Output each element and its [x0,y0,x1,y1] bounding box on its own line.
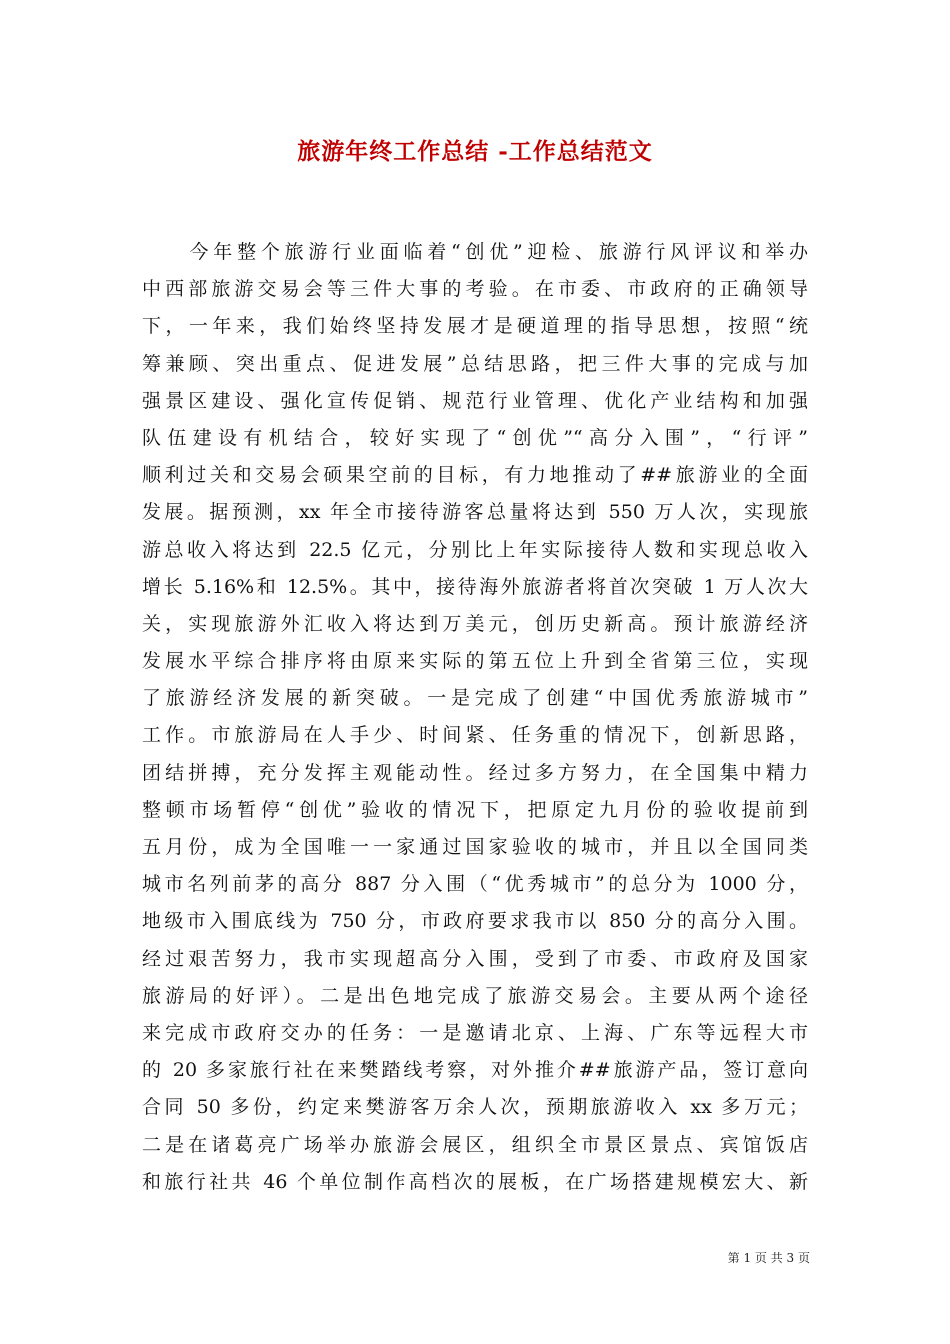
body-line: 来完成市政府交办的任务：一是邀请北京、上海、广东等远程大市 [142,1021,808,1044]
page-number: 第 1 页 共 3 页 [727,1251,810,1265]
body-line: 了旅游经济发展的新突破。一是完成了创建“中国优秀旅游城市” [142,687,808,710]
body-line: 二是在诸葛亮广场举办旅游会展区，组织全市景区景点、宾馆饭店 [142,1133,808,1156]
body-line: 发展水平综合排序将由原来实际的第五位上升到全省第三位，实现 [142,650,808,673]
body-line: 增长 5.16%和 12.5%。其中，接待海外旅游者将首次突破 1 万人次大 [142,575,808,598]
body-line: 顺利过关和交易会硕果空前的目标，有力地推动了##旅游业的全面 [142,464,808,487]
body-line: 发展。据预测，xx 年全市接待游客总量将达到 550 万人次，实现旅 [142,501,808,524]
body-line: 地级市入围底线为 750 分，市政府要求我市以 850 分的高分入围。 [142,910,808,933]
document-body [142,234,808,1201]
body-line: 游总收入将达到 22.5 亿元，分别比上年实际接待人数和实现总收入 [142,538,808,561]
body-line: 经过艰苦努力，我市实现超高分入围，受到了市委、市政府及国家 [142,947,808,970]
body-line: 五月份，成为全国唯一一家通过国家验收的城市，并且以全国同类 [142,836,808,858]
body-line: 旅游局的好评）。二是出色地完成了旅游交易会。主要从两个途径 [142,984,808,1007]
body-line: 下，一年来，我们始终坚持发展才是硬道理的指导思想，按照“统 [142,315,808,338]
body-line: 筹兼顾、突出重点、促进发展”总结思路，把三件大事的完成与加 [142,352,808,375]
body-line: 强景区建设、强化宣传促销、规范行业管理、优化产业结构和加强 [142,389,808,412]
body-line: 关，实现旅游外汇收入将达到万美元，创历史新高。预计旅游经济 [142,612,808,635]
body-line: 和旅行社共 46 个单位制作高档次的展板，在广场搭建规模宏大、新 [142,1170,808,1193]
body-line: 队伍建设有机结合，较好实现了“创优”“高分入围”，“行评” [142,426,808,449]
body-line: 工作。市旅游局在人手少、时间紧、任务重的情况下，创新思路， [142,724,808,747]
body-line: 今年整个旅游行业面临着“创优”迎检、旅游行风评议和举办 [142,241,808,263]
body-line: 城市名列前茅的高分 887 分入围（“优秀城市”的总分为 1000 分， [142,873,808,896]
body-line: 中西部旅游交易会等三件大事的考验。在市委、市政府的正确领导 [142,278,808,301]
document-title: 旅游年终工作总结 -工作总结范文 [297,138,653,165]
body-line: 团结拼搏，充分发挥主观能动性。经过多方努力，在全国集中精力 [142,761,808,784]
body-line: 的 20 多家旅行社在来樊踏线考察，对外推介##旅游产品，签订意向 [142,1059,808,1082]
body-line: 合同 50 多份，约定来樊游客万余人次，预期旅游收入 xx 多万元； [142,1096,808,1119]
body-line: 整顿市场暂停“创优”验收的情况下，把原定九月份的验收提前到 [142,798,808,821]
